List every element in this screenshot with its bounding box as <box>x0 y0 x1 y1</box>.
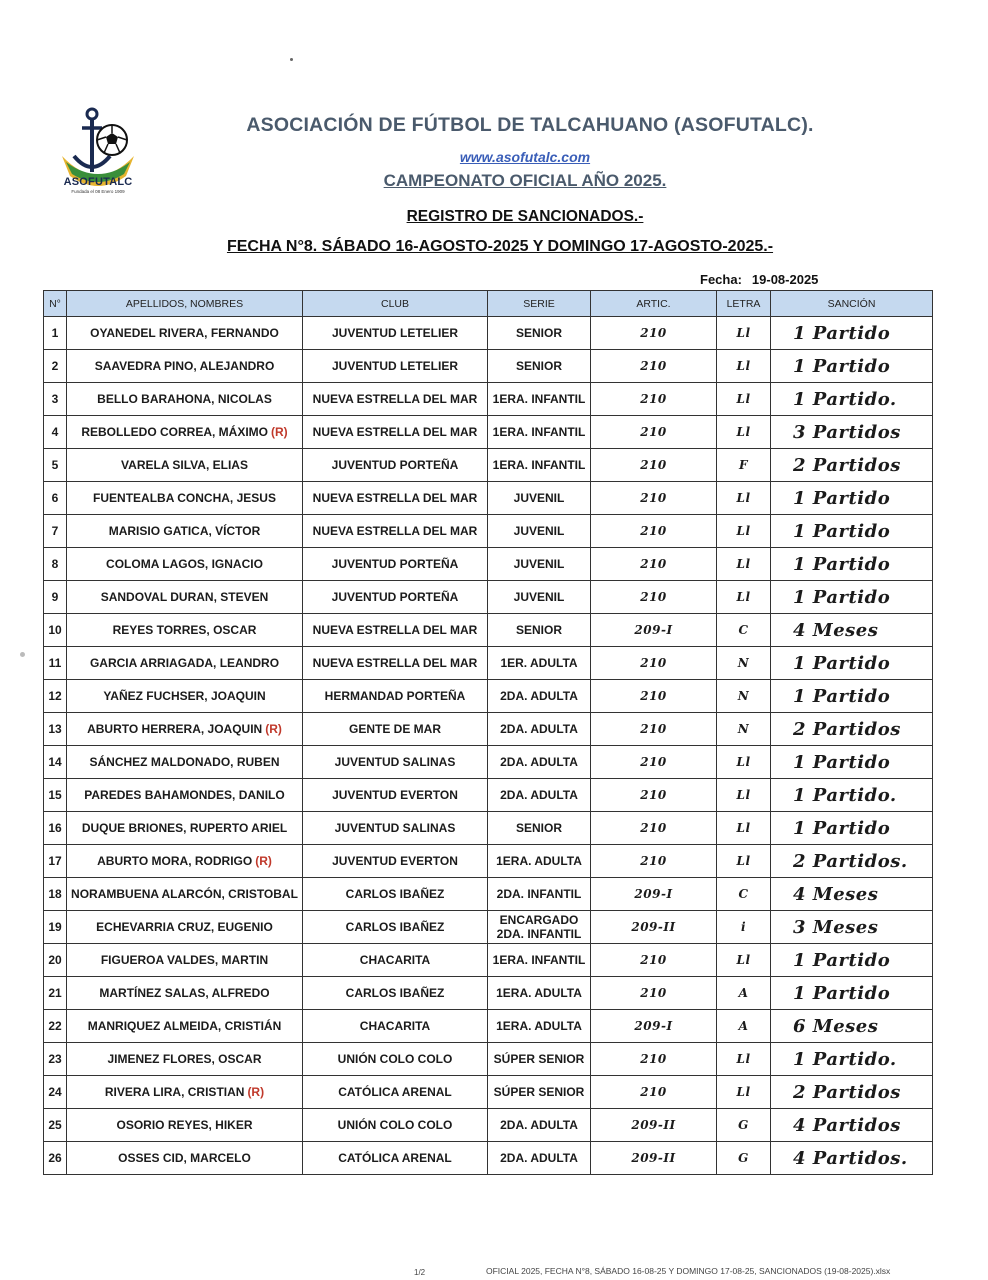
player-name-cell <box>67 1142 303 1175</box>
letter-cell: Ll <box>717 944 771 977</box>
championship-title: CAMPEONATO OFICIAL AÑO 2025. <box>383 171 667 190</box>
player-name: OYANEDEL RIVERA, FERNANDO <box>90 326 279 340</box>
letter-cell: Ll <box>717 515 771 548</box>
serie-cell <box>488 944 591 977</box>
serie-cell <box>488 911 591 944</box>
sanction-cell: 3 Partidos <box>771 416 933 449</box>
serie-cell <box>488 1109 591 1142</box>
serie-cell <box>488 779 591 812</box>
table-row <box>44 548 933 581</box>
serie-text: JUVENIL <box>513 557 565 571</box>
player-name: SÁNCHEZ MALDONADO, RUBEN <box>89 755 280 769</box>
player-name: YAÑEZ FUCHSER, JOAQUIN <box>103 689 266 703</box>
serie-cell <box>488 317 591 350</box>
player-name: NORAMBUENA ALARCÓN, CRISTOBAL <box>71 887 298 901</box>
letter-cell: Ll <box>717 416 771 449</box>
letter-cell: Ll <box>717 845 771 878</box>
player-name-cell <box>67 614 303 647</box>
sanction-cell: 1 Partido <box>771 680 933 713</box>
player-name: MARTÍNEZ SALAS, ALFREDO <box>99 986 270 1000</box>
row-number: 18 <box>44 878 67 911</box>
row-number: 22 <box>44 1010 67 1043</box>
row-number: 24 <box>44 1076 67 1109</box>
article-cell: 210 <box>591 779 717 812</box>
row-number: 1 <box>44 317 67 350</box>
sanction-cell: 1 Partido <box>771 647 933 680</box>
letter-cell: F <box>717 449 771 482</box>
article-cell: 210 <box>591 449 717 482</box>
sanction-cell: 1 Partido <box>771 812 933 845</box>
sanction-cell: 4 Meses <box>771 614 933 647</box>
row-number: 25 <box>44 1109 67 1142</box>
footer-filename: OFICIAL 2025, FECHA N°8, SÁBADO 16-08-25 Y DOMINGO 17-08-25, SANCIONADOS (19-08-2025).xlsx <box>486 1266 891 1276</box>
serie-line-2: 2DA. INFANTIL <box>496 927 582 941</box>
table-row <box>44 383 933 416</box>
row-number: 9 <box>44 581 67 614</box>
serie-cell <box>488 350 591 383</box>
article-cell: 209-II <box>591 1109 717 1142</box>
repeat-offender-mark: (R) <box>255 854 272 868</box>
row-number: 26 <box>44 1142 67 1175</box>
player-name-cell <box>67 383 303 416</box>
letter-cell: Ll <box>717 812 771 845</box>
letter-cell: Ll <box>717 779 771 812</box>
player-name-cell <box>67 482 303 515</box>
scan-speck <box>290 58 293 61</box>
sanction-cell: 2 Partidos <box>771 449 933 482</box>
club-cell: JUVENTUD PORTEÑA <box>303 548 488 581</box>
sanction-cell: 1 Partido <box>771 350 933 383</box>
article-cell: 210 <box>591 977 717 1010</box>
player-name: MARISIO GATICA, VÍCTOR <box>108 524 261 538</box>
article-cell: 210 <box>591 746 717 779</box>
letter-cell: C <box>717 614 771 647</box>
club-cell: JUVENTUD EVERTON <box>303 845 488 878</box>
serie-text: SÚPER SENIOR <box>493 1085 585 1099</box>
article-cell: 210 <box>591 680 717 713</box>
article-cell: 209-I <box>591 1010 717 1043</box>
serie-text: 1ERA. INFANTIL <box>492 425 586 439</box>
serie-text: 1ERA. INFANTIL <box>492 458 586 472</box>
page-number: 1/2 <box>414 1268 426 1277</box>
player-name-cell <box>67 449 303 482</box>
club-cell: JUVENTUD LETELIER <box>303 317 488 350</box>
club-cell: HERMANDAD PORTEÑA <box>303 680 488 713</box>
row-number: 17 <box>44 845 67 878</box>
club-cell: CHACARITA <box>303 1010 488 1043</box>
club-cell: UNIÓN COLO COLO <box>303 1043 488 1076</box>
serie-line-1: ENCARGADO <box>499 913 579 927</box>
player-name: GARCIA ARRIAGADA, LEANDRO <box>89 656 280 670</box>
article-cell: 210 <box>591 548 717 581</box>
serie-cell <box>488 680 591 713</box>
row-number: 13 <box>44 713 67 746</box>
table-row <box>44 944 933 977</box>
association-title: ASOCIACIÓN DE FÚTBOL DE TALCAHUANO (ASOFUTALC). <box>246 114 814 136</box>
sanction-cell: 4 Partidos <box>771 1109 933 1142</box>
sanction-cell: 1 Partido <box>771 581 933 614</box>
serie-text: 2DA. ADULTA <box>500 1151 578 1165</box>
club-cell: NUEVA ESTRELLA DEL MAR <box>303 482 488 515</box>
letter-cell: Ll <box>717 482 771 515</box>
serie-cell <box>488 713 591 746</box>
letter-cell: Ll <box>717 317 771 350</box>
serie-cell <box>488 416 591 449</box>
club-cell: NUEVA ESTRELLA DEL MAR <box>303 515 488 548</box>
row-number: 8 <box>44 548 67 581</box>
serie-text: SENIOR <box>515 359 562 373</box>
letter-cell: Ll <box>717 383 771 416</box>
player-name-cell <box>67 350 303 383</box>
player-name-cell <box>67 548 303 581</box>
serie-text: JUVENIL <box>513 590 565 604</box>
table-row <box>44 614 933 647</box>
club-cell: CHACARITA <box>303 944 488 977</box>
row-number: 23 <box>44 1043 67 1076</box>
serie-cell <box>488 1142 591 1175</box>
letter-cell: Ll <box>717 548 771 581</box>
player-name-cell <box>67 779 303 812</box>
player-name: SAAVEDRA PINO, ALEJANDRO <box>94 359 275 373</box>
club-cell: NUEVA ESTRELLA DEL MAR <box>303 614 488 647</box>
player-name-cell <box>67 746 303 779</box>
article-cell: 210 <box>591 713 717 746</box>
player-name: BELLO BARAHONA, NICOLAS <box>97 392 272 406</box>
letter-cell: A <box>717 977 771 1010</box>
article-cell: 209-I <box>591 614 717 647</box>
serie-text: 2DA. ADULTA <box>500 1118 578 1132</box>
serie-text: 1ERA. ADULTA <box>496 1019 582 1033</box>
serie-text: 1ERA. INFANTIL <box>492 392 586 406</box>
article-cell: 210 <box>591 845 717 878</box>
article-cell: 210 <box>591 515 717 548</box>
serie-text: 1ERA. INFANTIL <box>492 953 586 967</box>
player-name: COLOMA LAGOS, IGNACIO <box>106 557 263 571</box>
article-cell: 210 <box>591 416 717 449</box>
club-cell: UNIÓN COLO COLO <box>303 1109 488 1142</box>
serie-cell <box>488 746 591 779</box>
table-row <box>44 1109 933 1142</box>
sanction-cell: 1 Partido <box>771 548 933 581</box>
serie-text: SENIOR <box>515 623 562 637</box>
header-sancion: SANCIÓN <box>771 291 933 317</box>
row-number: 6 <box>44 482 67 515</box>
row-number: 2 <box>44 350 67 383</box>
player-name-cell <box>67 416 303 449</box>
article-cell: 209-II <box>591 1142 717 1175</box>
serie-text: 2DA. ADULTA <box>500 755 578 769</box>
date-label: Fecha: <box>700 272 742 287</box>
player-name-cell <box>67 944 303 977</box>
player-name-cell <box>67 878 303 911</box>
header-club: CLUB <box>303 291 488 317</box>
table-row <box>44 317 933 350</box>
row-number: 10 <box>44 614 67 647</box>
player-name-cell <box>67 680 303 713</box>
player-name: REBOLLEDO CORREA, MÁXIMO <box>81 425 268 439</box>
document-date <box>700 272 818 287</box>
player-name: FIGUEROA VALDES, MARTIN <box>100 953 269 967</box>
player-name: ABURTO HERRERA, JOAQUIN <box>87 722 263 736</box>
player-name: MANRIQUEZ ALMEIDA, CRISTIÁN <box>87 1019 282 1033</box>
letter-cell: G <box>717 1109 771 1142</box>
club-cell: CARLOS IBAÑEZ <box>303 878 488 911</box>
letter-cell: Ll <box>717 1076 771 1109</box>
player-name-cell <box>67 1109 303 1142</box>
serie-cell <box>488 515 591 548</box>
player-name: RIVERA LIRA, CRISTIAN <box>104 1085 245 1099</box>
club-cell: JUVENTUD LETELIER <box>303 350 488 383</box>
player-name-cell <box>67 581 303 614</box>
article-cell: 210 <box>591 944 717 977</box>
sanction-cell: 1 Partido <box>771 944 933 977</box>
serie-text: 2DA. ADULTA <box>500 722 578 736</box>
letter-cell: Ll <box>717 1043 771 1076</box>
serie-text: 2DA. ADULTA <box>500 788 578 802</box>
serie-text: SÚPER SENIOR <box>493 1052 585 1066</box>
club-cell: CARLOS IBAÑEZ <box>303 911 488 944</box>
serie-cell <box>488 449 591 482</box>
date-value: 19-08-2025 <box>751 272 819 287</box>
club-cell: JUVENTUD EVERTON <box>303 779 488 812</box>
table-row <box>44 515 933 548</box>
article-cell: 210 <box>591 350 717 383</box>
serie-text: 2DA. ADULTA <box>500 689 578 703</box>
sanction-cell: 1 Partido. <box>771 779 933 812</box>
sanction-cell: 1 Partido <box>771 317 933 350</box>
player-name: DUQUE BRIONES, RUPERTO ARIEL <box>81 821 288 835</box>
letter-cell: Ll <box>717 746 771 779</box>
serie-cell <box>488 878 591 911</box>
table-header-row <box>44 291 933 317</box>
table-row <box>44 911 933 944</box>
table-row <box>44 1043 933 1076</box>
letter-cell: C <box>717 878 771 911</box>
sanctions-table <box>43 290 933 1175</box>
serie-text: 1ERA. ADULTA <box>496 854 582 868</box>
player-name: ABURTO MORA, RODRIGO <box>97 854 253 868</box>
player-name: ECHEVARRIA CRUZ, EUGENIO <box>96 920 273 934</box>
sanction-cell: 1 Partido <box>771 746 933 779</box>
club-cell: CATÓLICA ARENAL <box>303 1076 488 1109</box>
row-number: 14 <box>44 746 67 779</box>
logo-text: ASOFUTALC <box>63 176 133 188</box>
table-row <box>44 845 933 878</box>
website-link[interactable]: www.asofutalc.com <box>459 149 591 165</box>
sanction-cell: 1 Partido <box>771 482 933 515</box>
player-name: JIMENEZ FLORES, OSCAR <box>107 1052 262 1066</box>
player-name: PAREDES BAHAMONDES, DANILO <box>84 788 285 802</box>
player-name-cell <box>67 1076 303 1109</box>
article-cell: 209-I <box>591 878 717 911</box>
sanction-cell: 2 Partidos <box>771 1076 933 1109</box>
serie-cell <box>488 1076 591 1109</box>
sanction-cell: 1 Partido. <box>771 383 933 416</box>
player-name: FUENTEALBA CONCHA, JESUS <box>93 491 276 505</box>
table-row <box>44 1076 933 1109</box>
club-cell: GENTE DE MAR <box>303 713 488 746</box>
table-row <box>44 746 933 779</box>
club-cell: CARLOS IBAÑEZ <box>303 977 488 1010</box>
serie-text: SENIOR <box>515 326 562 340</box>
table-row <box>44 482 933 515</box>
table-row <box>44 449 933 482</box>
article-cell: 210 <box>591 1043 717 1076</box>
sanction-cell: 1 Partido. <box>771 1043 933 1076</box>
player-name-cell <box>67 515 303 548</box>
player-name: SANDOVAL DURAN, STEVEN <box>100 590 269 604</box>
table-row <box>44 581 933 614</box>
serie-text: JUVENIL <box>513 491 565 505</box>
club-cell: JUVENTUD PORTEÑA <box>303 449 488 482</box>
serie-cell <box>488 977 591 1010</box>
serie-cell <box>488 383 591 416</box>
letter-cell: N <box>717 647 771 680</box>
player-name-cell <box>67 911 303 944</box>
table-row <box>44 1142 933 1175</box>
row-number: 15 <box>44 779 67 812</box>
sanction-cell: 4 Partidos. <box>771 1142 933 1175</box>
player-name: VARELA SILVA, ELIAS <box>121 458 248 472</box>
club-cell: JUVENTUD SALINAS <box>303 746 488 779</box>
serie-cell <box>488 614 591 647</box>
table-row <box>44 713 933 746</box>
article-cell: 210 <box>591 383 717 416</box>
serie-cell <box>488 812 591 845</box>
row-number: 3 <box>44 383 67 416</box>
header-serie: SERIE <box>488 291 591 317</box>
row-number: 7 <box>44 515 67 548</box>
player-name-cell <box>67 977 303 1010</box>
letter-cell: N <box>717 713 771 746</box>
row-number: 16 <box>44 812 67 845</box>
serie-cell <box>488 1043 591 1076</box>
serie-text: SENIOR <box>515 821 562 835</box>
club-cell: NUEVA ESTRELLA DEL MAR <box>303 383 488 416</box>
serie-text: JUVENIL <box>513 524 565 538</box>
player-name-cell <box>67 1010 303 1043</box>
scan-speck <box>20 652 25 657</box>
row-number: 4 <box>44 416 67 449</box>
letter-cell: G <box>717 1142 771 1175</box>
table-row <box>44 350 933 383</box>
letter-cell: N <box>717 680 771 713</box>
article-cell: 210 <box>591 581 717 614</box>
player-name-cell <box>67 647 303 680</box>
article-cell: 210 <box>591 647 717 680</box>
sanction-cell: 2 Partidos <box>771 713 933 746</box>
register-title: REGISTRO DE SANCIONADOS.- <box>406 208 644 225</box>
player-name-cell <box>67 713 303 746</box>
player-name-cell <box>67 812 303 845</box>
sanction-cell: 4 Meses <box>771 878 933 911</box>
table-row <box>44 680 933 713</box>
serie-cell <box>488 1010 591 1043</box>
table-row <box>44 878 933 911</box>
header-num: N° <box>44 291 67 317</box>
repeat-offender-mark: (R) <box>247 1085 265 1099</box>
table-row <box>44 1010 933 1043</box>
logo-subtext: Fundada el 08 Enero 1909 <box>71 189 125 194</box>
table-row <box>44 416 933 449</box>
letter-cell: A <box>717 1010 771 1043</box>
table-row <box>44 977 933 1010</box>
serie-cell <box>488 845 591 878</box>
serie-cell <box>488 482 591 515</box>
header-name: APELLIDOS, NOMBRES <box>67 291 303 317</box>
player-name-cell <box>67 317 303 350</box>
serie-cell <box>488 647 591 680</box>
sanction-cell: 3 Meses <box>771 911 933 944</box>
sanction-cell: 1 Partido <box>771 515 933 548</box>
player-name: OSORIO REYES, HIKER <box>116 1118 253 1132</box>
article-cell: 210 <box>591 317 717 350</box>
row-number: 5 <box>44 449 67 482</box>
sanction-cell: 6 Meses <box>771 1010 933 1043</box>
letter-cell: i <box>717 911 771 944</box>
serie-text: 1ERA. ADULTA <box>496 986 582 1000</box>
row-number: 21 <box>44 977 67 1010</box>
article-cell: 210 <box>591 1076 717 1109</box>
club-cell: NUEVA ESTRELLA DEL MAR <box>303 416 488 449</box>
club-cell: NUEVA ESTRELLA DEL MAR <box>303 647 488 680</box>
serie-cell <box>488 548 591 581</box>
header-artic: ARTIC. <box>591 291 717 317</box>
match-day-title: FECHA N°8. SÁBADO 16-AGOSTO-2025 Y DOMINGO 17-AGOSTO-2025.- <box>226 238 774 255</box>
player-name-cell <box>67 1043 303 1076</box>
header-letra: LETRA <box>717 291 771 317</box>
repeat-offender-mark: (R) <box>265 722 282 736</box>
club-cell: JUVENTUD PORTEÑA <box>303 581 488 614</box>
repeat-offender-mark: (R) <box>271 425 288 439</box>
row-number: 19 <box>44 911 67 944</box>
sanction-cell: 2 Partidos. <box>771 845 933 878</box>
letter-cell: Ll <box>717 350 771 383</box>
club-cell: JUVENTUD SALINAS <box>303 812 488 845</box>
sanction-cell: 1 Partido <box>771 977 933 1010</box>
serie-text: 1ER. ADULTA <box>500 656 578 670</box>
row-number: 12 <box>44 680 67 713</box>
letter-cell: Ll <box>717 581 771 614</box>
player-name-cell <box>67 845 303 878</box>
article-cell: 209-II <box>591 911 717 944</box>
row-number: 11 <box>44 647 67 680</box>
player-name: OSSES CID, MARCELO <box>118 1151 251 1165</box>
row-number: 20 <box>44 944 67 977</box>
serie-text: 2DA. INFANTIL <box>496 887 582 901</box>
table-row <box>44 779 933 812</box>
club-cell: CATÓLICA ARENAL <box>303 1142 488 1175</box>
article-cell: 210 <box>591 812 717 845</box>
table-row <box>44 647 933 680</box>
table-row <box>44 812 933 845</box>
player-name: REYES TORRES, OSCAR <box>112 623 257 637</box>
serie-cell <box>488 581 591 614</box>
article-cell: 210 <box>591 482 717 515</box>
